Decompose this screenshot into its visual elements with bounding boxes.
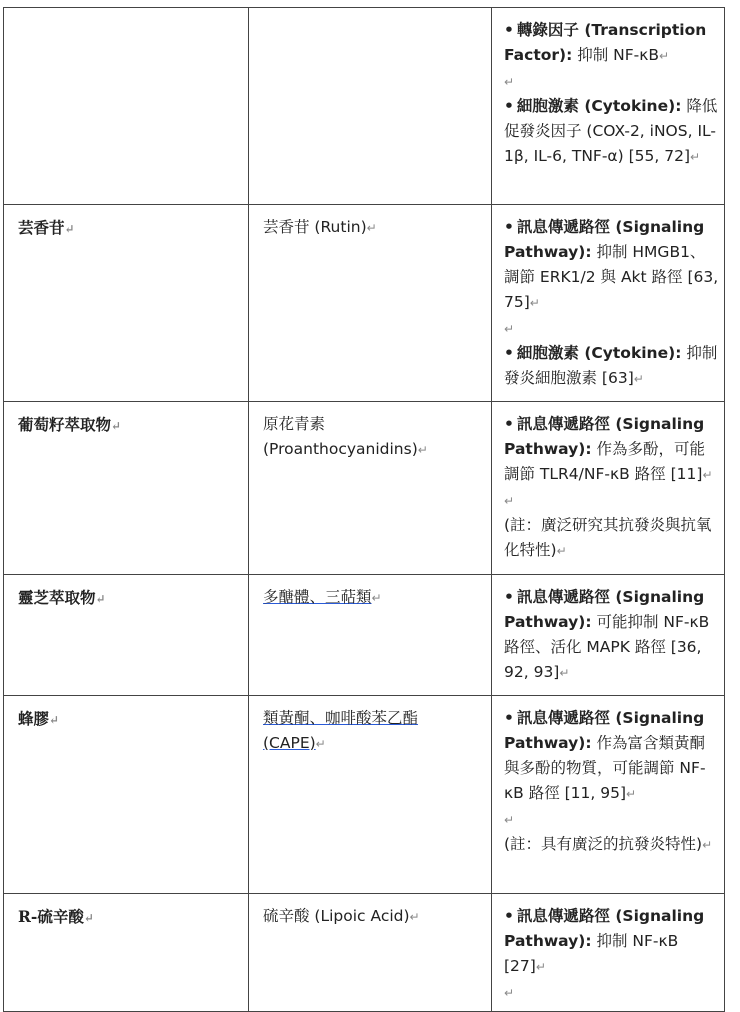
paragraph-mark-icon: ↵ <box>559 666 570 680</box>
mechanism-cell <box>492 894 725 1012</box>
paragraph-mark-icon: ↵ <box>315 737 326 751</box>
compound-cell: 原花青素 (Proanthocyanidins)↵ <box>249 402 492 575</box>
bullet: • <box>504 21 514 39</box>
paragraph-mark-icon: ↵ <box>504 986 515 1000</box>
bullet: • <box>504 344 514 362</box>
paragraph-mark-icon: ↵ <box>702 468 713 482</box>
paragraph-mark-icon: ↵ <box>659 49 670 63</box>
table-row <box>4 575 725 696</box>
mechanism-cell <box>492 205 725 402</box>
mechanism-item: • 訊息傳遞路徑 (Signaling Pathway): 可能抑制 NF-κB 路徑、活化 MAPK 路徑 [36, 92, 93]↵ <box>504 588 710 681</box>
paragraph-mark-icon: ↵ <box>626 787 637 801</box>
note-text: (註：廣泛研究其抗發炎與抗氧化特性)↵ <box>504 516 712 559</box>
mechanism-item: • 訊息傳遞路徑 (Signaling Pathway): 作為富含類黃酮與多酚的物質，可能調節 NF-κB 路徑 [11, 95]↵ <box>504 709 706 802</box>
ingredient-cell: 蜂膠↵ <box>4 696 249 894</box>
table-row <box>4 8 725 205</box>
bullet: • <box>504 709 514 727</box>
compound-cell: 多醣體、三萜類↵ <box>249 575 492 696</box>
paragraph-mark-icon: ↵ <box>371 591 382 605</box>
paragraph-mark-icon: ↵ <box>64 222 75 236</box>
paragraph-mark-icon: ↵ <box>49 713 60 727</box>
paragraph-mark-icon: ↵ <box>504 322 515 336</box>
bullet: • <box>504 588 514 606</box>
paragraph-mark-icon: ↵ <box>529 296 540 310</box>
ingredient-table <box>3 7 725 1012</box>
ingredient-cell: R-硫辛酸↵ <box>4 894 249 1012</box>
paragraph-mark-icon: ↵ <box>702 838 713 852</box>
paragraph-mark-icon: ↵ <box>690 150 701 164</box>
compound-cell: 類黃酮、咖啡酸苯乙酯 (CAPE)↵ <box>249 696 492 894</box>
paragraph-mark-icon: ↵ <box>556 544 567 558</box>
bullet: • <box>504 907 514 925</box>
table-row <box>4 696 725 894</box>
compound-cell: 芸香苷 (Rutin)↵ <box>249 205 492 402</box>
compound-cell: 硫辛酸 (Lipoic Acid)↵ <box>249 894 492 1012</box>
ingredient-cell: 芸香苷↵ <box>4 205 249 402</box>
table-row <box>4 894 725 1012</box>
paragraph-mark-icon: ↵ <box>417 443 428 457</box>
ingredient-cell <box>4 8 249 205</box>
mechanism-item: • 訊息傳遞路徑 (Signaling Pathway): 抑制 NF-κB [27]↵ <box>504 907 705 975</box>
mechanism-item: • 細胞激素 (Cytokine): 降低促發炎因子 (COX-2, iNOS, IL-1β, IL-6, TNF-α) [55, 72]↵ <box>504 97 718 165</box>
mechanism-cell <box>492 8 725 205</box>
mechanism-item: • 訊息傳遞路徑 (Signaling Pathway): 抑制 HMGB1、調節 ERK1/2 與 Akt 路徑 [63, 75]↵ <box>504 218 719 311</box>
paragraph-mark-icon: ↵ <box>366 221 377 235</box>
paragraph-mark-icon: ↵ <box>95 592 106 606</box>
paragraph-mark-icon: ↵ <box>111 419 122 433</box>
mechanism-cell <box>492 402 725 575</box>
table-row <box>4 402 725 575</box>
paragraph-mark-icon: ↵ <box>504 813 515 827</box>
ingredient-cell: 葡萄籽萃取物↵ <box>4 402 249 575</box>
paragraph-mark-icon: ↵ <box>83 911 94 925</box>
mechanism-item: • 細胞激素 (Cytokine): 抑制發炎細胞激素 [63]↵ <box>504 344 718 387</box>
mechanism-item: • 轉錄因子 (Transcription Factor): 抑制 NF-κB↵ <box>504 21 707 64</box>
ingredient-cell: 靈芝萃取物↵ <box>4 575 249 696</box>
paragraph-mark-icon: ↵ <box>504 75 515 89</box>
note-text: (註：具有廣泛的抗發炎特性)↵ <box>504 835 713 853</box>
mechanism-cell <box>492 575 725 696</box>
table-row <box>4 205 725 402</box>
mechanism-cell <box>492 696 725 894</box>
bullet: • <box>504 415 514 433</box>
paragraph-mark-icon: ↵ <box>535 960 546 974</box>
compound-cell <box>249 8 492 205</box>
paragraph-mark-icon: ↵ <box>633 372 644 386</box>
bullet: • <box>504 97 514 115</box>
mechanism-item: • 訊息傳遞路徑 (Signaling Pathway): 作為多酚，可能調節 TLR4/NF-κB 路徑 [11]↵ <box>504 415 713 483</box>
bullet: • <box>504 218 514 236</box>
paragraph-mark-icon: ↵ <box>409 910 420 924</box>
paragraph-mark-icon: ↵ <box>504 494 515 508</box>
